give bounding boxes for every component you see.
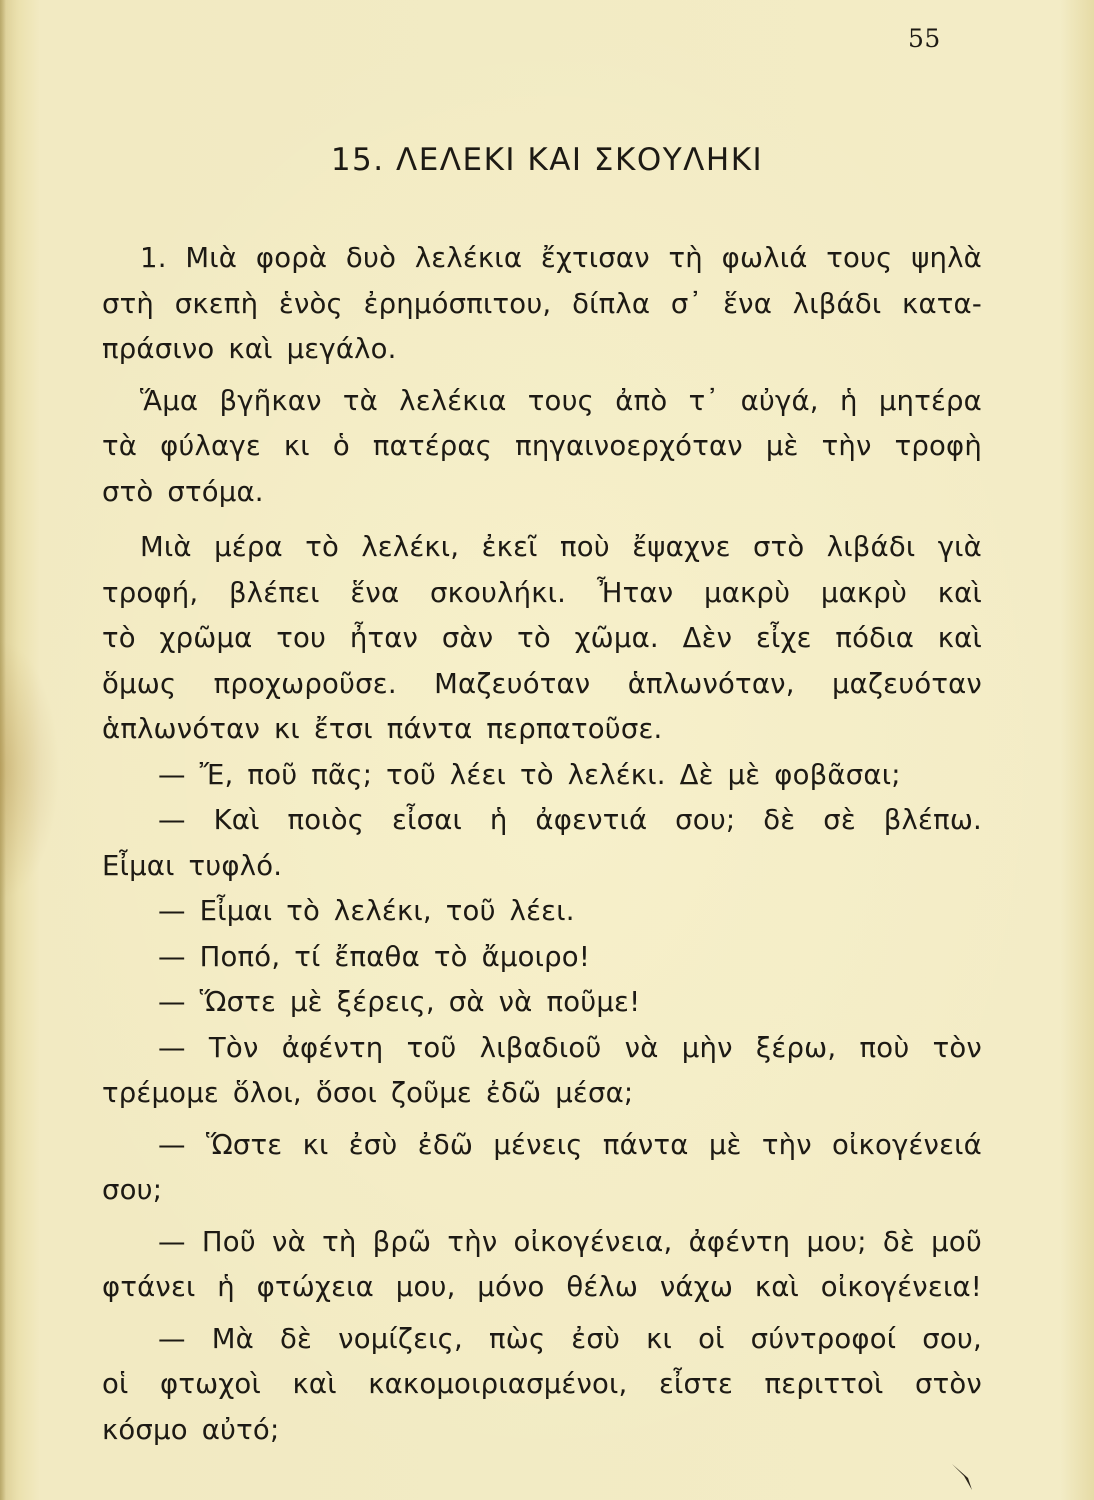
dialogue-line: — Ὥστε μὲ ξέρεις, σὰ νὰ ποῦμε!	[158, 986, 641, 1018]
text-line: σου;	[102, 1174, 163, 1206]
dialogue-line: — Ἔ, ποῦ πᾶς; τοῦ λέει τὸ λελέκι. Δὲ μὲ φοβᾶσαι;	[158, 758, 901, 791]
dialogue-line: — Καὶ ποιὸς εἶσαι ἡ ἀφεντιά σου; δὲ σὲ βλέπω.	[158, 804, 982, 836]
dialogue-line: — Ποῦ νὰ τὴ βρῶ τὴν οἰκογένεια, ἀφέντη μου; δὲ μοῦ	[158, 1225, 982, 1258]
dialogue-line: — Ποπό, τί ἔπαθα τὸ ἄμοιρο!	[158, 940, 591, 973]
dialogue-line: — Τὸν ἀφέντη τοῦ λιβαδιοῦ νὰ μὴν ξέρω, ποὺ τὸν	[158, 1031, 982, 1064]
text-line: πράσινο καὶ μεγάλο.	[102, 333, 397, 365]
text-line: τροφή, βλέπει ἕνα σκουλήκι. Ἦταν μακρὺ μακρὺ καὶ	[102, 576, 982, 609]
text-line: κόσμο αὐτό;	[102, 1413, 280, 1446]
text-line: στὸ στόμα.	[102, 475, 264, 508]
story-text	[102, 236, 982, 1453]
text-line: τὰ φύλαγε κι ὁ πατέρας πηγαινοερχόταν μὲ τὴν τροφὴ	[102, 430, 982, 462]
text-line: τὸ χρῶμα του ἦταν σὰν τὸ χῶμα. Δὲν εἶχε πόδια καὶ	[102, 622, 982, 654]
text-line: ὅμως προχωροῦσε. Μαζευόταν ἁπλωνόταν, μαζευόταν	[102, 667, 982, 700]
text-line: ἁπλωνόταν κι ἔτσι πάντα περπατοῦσε.	[102, 713, 663, 745]
page-number: 55	[908, 24, 941, 53]
text-line: τρέμομε ὅλοι, ὅσοι ζοῦμε ἐδῶ μέσα;	[102, 1077, 634, 1109]
text-line: οἱ φτωχοὶ καὶ κακομοιριασμένοι, εἶστε περιττοὶ στὸν	[102, 1368, 982, 1400]
text-line: Ἅμα βγῆκαν τὰ λελέκια τους ἀπὸ τ᾿ αὐγά, ἡ μητέρα	[140, 384, 982, 417]
text-line: φτάνει ἡ φτώχεια μου, μόνο θέλω νάχω καὶ οἰκογένεια!	[102, 1271, 982, 1303]
chapter-title: 15. ΛΕΛΕΚΙ ΚΑΙ ΣΚΟΥΛΗΚΙ	[330, 142, 764, 178]
dialogue-line: — Εἶμαι τὸ λελέκι, τοῦ λέει.	[158, 895, 575, 927]
text-line: 1. Μιὰ φορὰ δυὸ λελέκια ἔχτισαν τὴ φωλιά τους ψηλὰ	[140, 242, 982, 274]
text-line: στὴ σκεπὴ ἑνὸς ἐρημόσπιτου, δίπλα σ᾿ ἕνα λιβάδι κατα-	[102, 287, 982, 320]
dialogue-line: — Μὰ δὲ νομίζεις, πὼς ἐσὺ κι οἱ σύντροφοί σου,	[158, 1322, 982, 1355]
text-line: Εἶμαι τυφλό.	[102, 849, 283, 882]
dialogue-line: — Ὥστε κι ἐσὺ ἐδῶ μένεις πάντα μὲ τὴν οἰκογένειά	[158, 1128, 982, 1161]
paper-stain	[0, 640, 60, 900]
text-line: Μιὰ μέρα τὸ λελέκι, ἐκεῖ ποὺ ἔψαχνε στὸ λιβάδι γιὰ	[140, 531, 982, 563]
ink-mark	[950, 1462, 976, 1492]
